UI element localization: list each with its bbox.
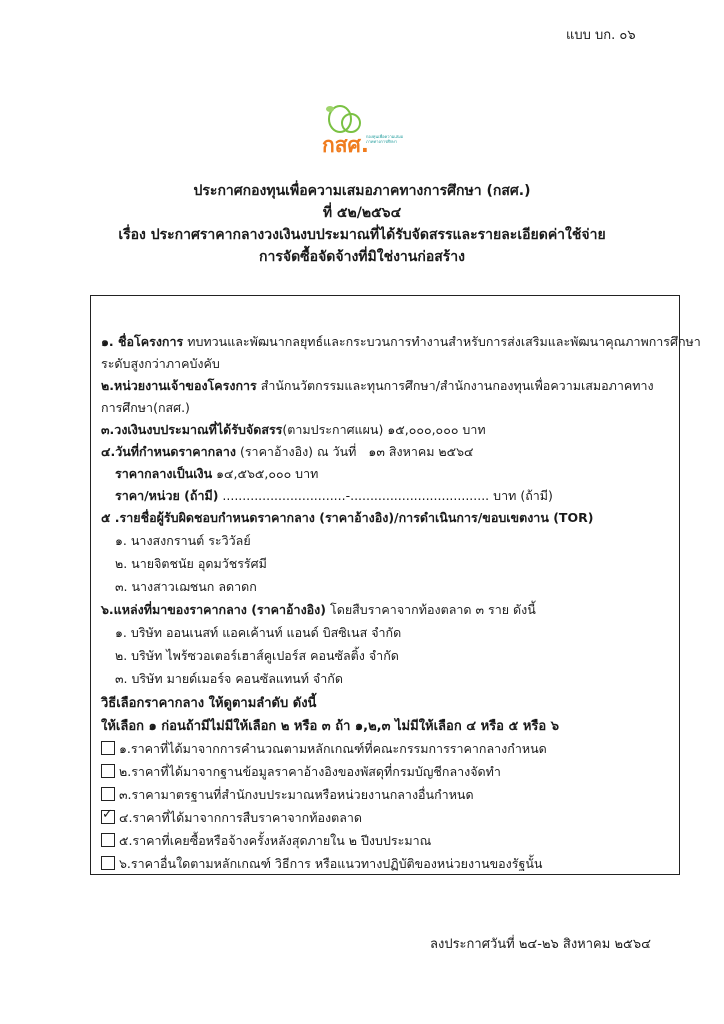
section1-label: ๑. ชื่อโครงการ	[101, 334, 184, 349]
organization-logo	[318, 103, 410, 163]
method-option-2	[101, 762, 501, 782]
method-option-6	[101, 854, 542, 874]
section2-label: ๒.หน่วยงานเจ้าของโครงการ	[101, 378, 257, 393]
section2-value-cont: การศึกษา(กสศ.)	[101, 400, 190, 415]
section2-row	[101, 376, 654, 396]
section3-row	[101, 420, 486, 440]
section4-note: (ราคาอ้างอิง) ณ วันที่	[239, 444, 357, 459]
header-line-1: ประกาศกองทุนเพื่อความเสมอภาคทางการศึกษา (กสศ.)	[193, 183, 531, 199]
option-5-label: ๕.ราคาที่เคยซื้อหรือจ้างครั้งหลังสุดภายใน ๒ ปีงบประมาณ	[119, 833, 432, 848]
option-5-checkbox[interactable]	[101, 833, 115, 847]
section5-person-3: ๓. นางสาวเฌชนก ลดาดก	[115, 579, 257, 594]
section4-date: ๑๓ สิงหาคม ๒๕๖๔	[368, 444, 474, 459]
section3-value: ๑๕,๐๐๐,๐๐๐ บาท	[387, 422, 486, 437]
section1-value: ทบทวนและพัฒนากลยุทธ์และกระบวนการทำงานสำหรับการส่งเสริมและพัฒนาคุณภาพการศึกษา	[187, 334, 701, 349]
section5-person-1: ๑. นางสงกรานต์ ระวิวัลย์	[115, 533, 251, 548]
option-1-label: ๑.ราคาที่ได้มาจากการคำนวณตามหลักเกณฑ์ที่คณะกรรมการราคากลางกำหนด	[119, 741, 547, 756]
option-4-label: ๔.ราคาที่ได้มาจากการสืบราคาจากท้องตลาด	[119, 810, 363, 825]
option-2-label: ๒.ราคาที่ได้มาจากฐานข้อมูลราคาอ้างอิงของพัสดุที่กรมบัญชีกลางจัดทำ	[119, 764, 501, 779]
section4-unit-suffix: บาท (ถ้ามี)	[493, 488, 553, 503]
section3-label: ๓.วงเงินงบประมาณที่ได้รับจัดสรร	[101, 422, 283, 437]
section5-label: ๕ .รายชื่อผู้รับผิดชอบกำหนดราคากลาง (ราคาอ้างอิง)/การดำเนินการ/ขอบเขตงาน (TOR)	[101, 510, 594, 525]
method-option-5	[101, 831, 431, 851]
option-3-checkbox[interactable]	[101, 787, 115, 801]
announcement-header	[0, 180, 724, 268]
option-6-label: ๖.ราคาอื่นใดตามหลักเกณฑ์ วิธีการ หรือแนวทางปฏิบัติของหน่วยงานของรัฐนั้น	[119, 856, 543, 871]
section6-row	[101, 600, 536, 620]
method-option-1	[101, 739, 547, 759]
method-option-4	[101, 808, 362, 828]
section2-value: สำนักนวัตกรรมและทุนการศึกษา/สำนักงานกองทุนเพื่อความเสมอภาคทาง	[260, 378, 654, 393]
header-line-2: ที่ ๕๒/๒๕๖๔	[322, 205, 402, 221]
option-6-checkbox[interactable]	[101, 856, 115, 870]
option-2-checkbox[interactable]	[101, 764, 115, 778]
option-3-label: ๓.ราคามาตรฐานที่สำนักงบประมาณหรือหน่วยงานกลางอื่นกำหนด	[119, 787, 474, 802]
section4-row	[101, 442, 474, 462]
method-option-3	[101, 785, 474, 805]
header-line-3: เรื่อง ประกาศราคากลางวงเงินงบประมาณที่ได้รับจัดสรรและรายละเอียดค่าใช้จ่าย	[118, 227, 606, 243]
method-instruction: ให้เลือก ๑ ก่อนถ้ามีไม่มีให้เลือก ๒ หรือ ๓ ถ้า ๑,๒,๓ ไม่มีให้เลือก ๔ หรือ ๕ หรือ ๖	[101, 719, 559, 734]
section4-unit-blank: ...............................-...................................	[222, 488, 490, 503]
details-box	[90, 295, 701, 875]
logo-subtext: กองทุนเพื่อความเสมอภาคทางการศึกษา	[366, 134, 404, 144]
section4-price-row	[115, 464, 318, 484]
section4-label: ๔.วันที่กำหนดราคากลาง	[101, 444, 236, 459]
logo-text: กสศ.	[322, 133, 369, 157]
section6-company-2: ๒. บริษัท ไพร้ซวอเตอร์เฮาส์คูเปอร์ส คอนซัลติ้ง จำกัด	[115, 648, 399, 663]
section5-person-2: ๒. นายจิตชนัย อุดมวัชรรัศมี	[115, 556, 267, 571]
option-1-checkbox[interactable]	[101, 741, 115, 755]
section3-note: (ตามประกาศแผน)	[282, 422, 384, 437]
form-code: แบบ บก. ๐๖	[566, 28, 636, 43]
section4-unit-label: ราคา/หน่วย (ถ้ามี)	[115, 488, 219, 503]
header-line-4: การจัดซื้อจัดจ้างที่มิใช่งานก่อสร้าง	[259, 249, 465, 265]
section4-unit-row	[115, 486, 553, 506]
section1-row	[101, 332, 701, 352]
section6-label: ๖.แหล่งที่มาของราคากลาง (ราคาอ้างอิง)	[101, 602, 326, 617]
option-4-checkbox[interactable]	[101, 810, 115, 824]
announcement-date: ลงประกาศวันที่ ๒๔-๒๖ สิงหาคม ๒๕๖๔	[430, 937, 651, 952]
method-title: วิธีเลือกราคากลาง ให้ดูตามลำดับ ดังนี้	[101, 696, 317, 711]
section6-company-3: ๓. บริษัท มายด์เมอร์จ คอนซัลแทนท์ จำกัด	[115, 671, 343, 686]
section1-value-cont: ระดับสูงกว่าภาคบังคับ	[101, 356, 220, 371]
section4-price-value: ๑๔,๕๖๕,๐๐๐ บาท	[216, 466, 319, 481]
section6-value: โดยสืบราคาจากท้องตลาด ๓ ราย ดังนี้	[329, 602, 536, 617]
section6-company-1: ๑. บริษัท ออนเนสท์ แอคเค้านท์ แอนด์ บิสซิเนส จำกัด	[115, 625, 402, 640]
section4-price-label: ราคากลางเป็นเงิน	[115, 466, 213, 481]
